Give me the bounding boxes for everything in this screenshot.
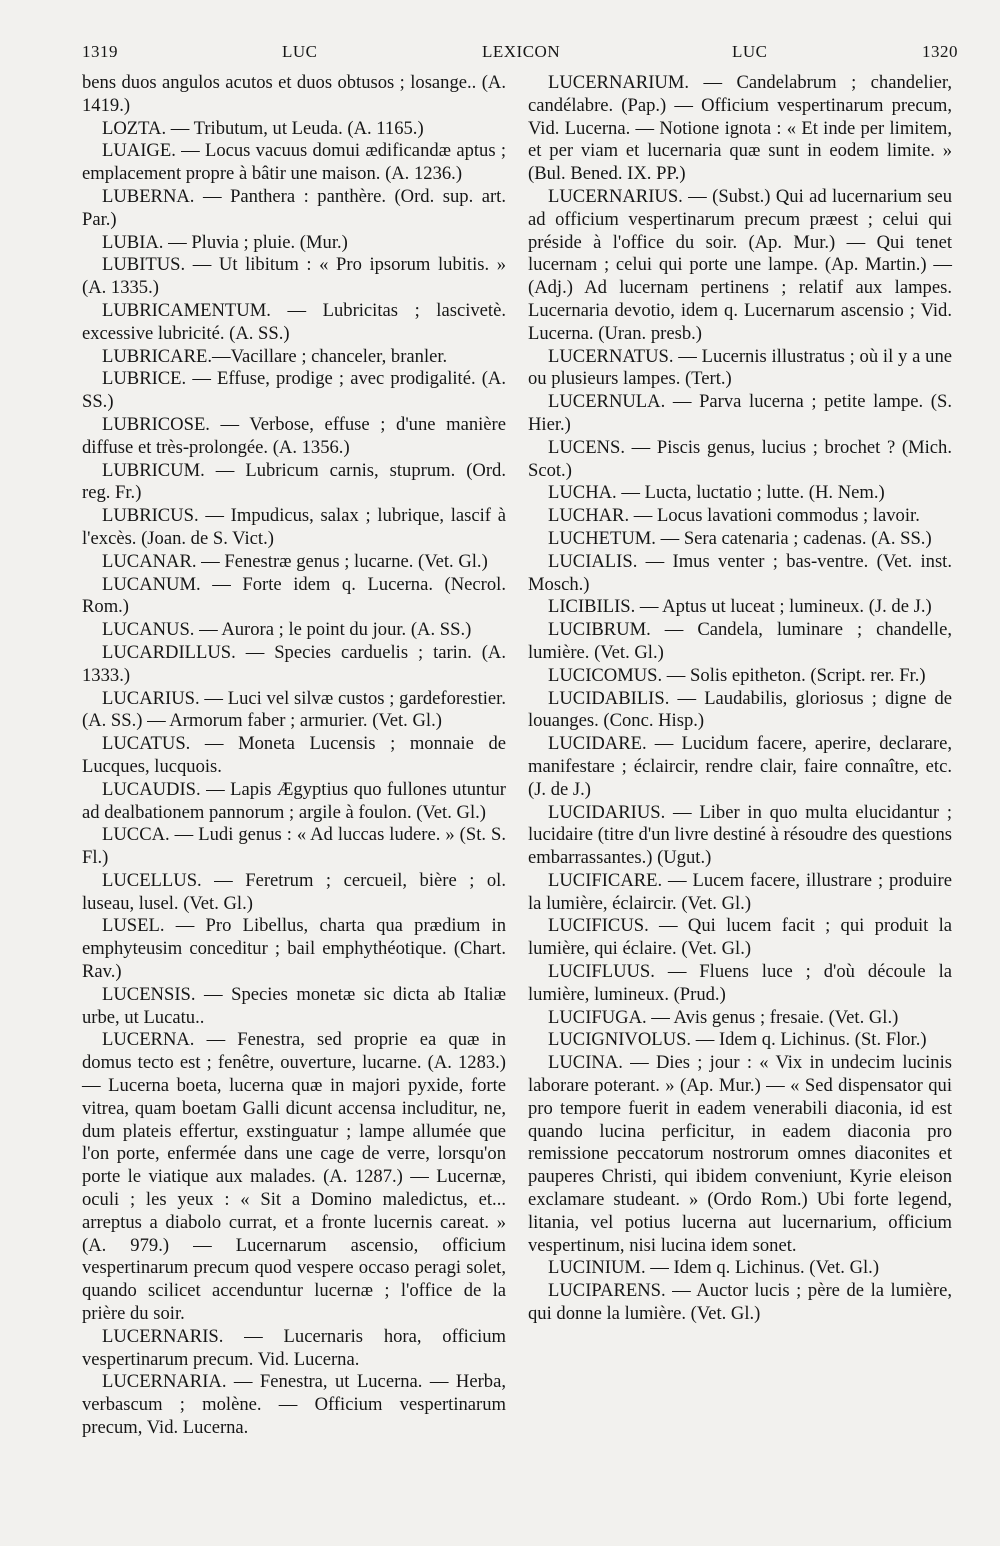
dictionary-entry: LUCARIUS. — Luci vel silvæ custos ; gardeforestier. (A. SS.) — Armorum faber ; armurier. (Vet. Gl.) [82, 687, 506, 732]
dictionary-entry: LUBRICUS. — Impudicus, salax ; lubrique, lascif à l'excès. (Joan. de S. Vict.) [82, 505, 506, 549]
right-guide-word: LUC [732, 42, 768, 61]
right-page-number: 1320 [922, 42, 958, 61]
dictionary-entry: LUCIDARIUS. — Liber in quo multa elucidantur ; lucidaire (titre d'un livre destiné à résoudre des questions embarrassantes.) (Ugut.) [528, 801, 952, 869]
dictionary-entry: bens duos angulos acutos et duos obtusos ; losange.. (A. 1419.) [82, 72, 506, 116]
dictionary-entry: LOZTA. — Tributum, ut Leuda. (A. 1165.) [102, 117, 424, 139]
dictionary-entry: LUCERNATUS. — Lucernis illustratus ; où il y a une ou plusieurs lampes. (Tert.) [528, 345, 952, 390]
dictionary-entry: LUCIFICARE. — Lucem facere, illustrare ; produire la lumière, éclaircir. (Vet. Gl.) [528, 869, 952, 914]
dictionary-entry: LUCIFICUS. — Qui lucem facit ; qui produit la lumière, qui éclaire. (Vet. Gl.) [528, 915, 952, 960]
dictionary-entry: LUCERNULA. — Parva lucerna ; petite lampe. (S. Hier.) [528, 391, 952, 435]
dictionary-entry: LUBRICAMENTUM. — Lubricitas ; lascivetè. excessive lubricité. (A. SS.) [82, 299, 506, 344]
dictionary-entry: LUCARDILLUS. — Species carduelis ; tarin. (A. 1333.) [82, 641, 506, 686]
dictionary-entry: LUCIFUGA. — Avis genus ; fresaie. (Vet. Gl.) [548, 1006, 899, 1028]
left-guide-word: LUC [282, 42, 318, 61]
dictionary-entry: LUCIPARENS. — Auctor lucis ; père de la lumière, qui donne la lumière. (Vet. Gl.) [528, 1280, 952, 1325]
dictionary-entry: LUCIDARE. — Lucidum facere, aperire, declarare, manifestare ; éclaircir, rendre clair, faire connaître, etc. (J. de J.) [528, 733, 952, 800]
running-title: LEXICON [482, 42, 561, 61]
dictionary-entry: LUCHA. — Lucta, luctatio ; lutte. (H. Nem.) [548, 482, 885, 504]
dictionary-entry: LUCIALIS. — Imus venter ; bas-ventre. (Vet. inst. Mosch.) [528, 550, 952, 595]
dictionary-entry: LUCINIUM. — Idem q. Lichinus. (Vet. Gl.) [548, 1257, 880, 1279]
dictionary-entry: LUCERNARIS. — Lucernaris hora, officium vespertinarum precum. Vid. Lucerna. [82, 1325, 506, 1370]
dictionary-entry: LUSEL. — Pro Libellus, charta qua prædium in emphyteusim conceditur ; bail emphythéotique. (Chart. Rav.) [82, 915, 506, 983]
dictionary-entry: LUCICOMUS. — Solis epitheton. (Script. rer. Fr.) [548, 664, 926, 686]
dictionary-entry: LUCERNARIA. — Fenestra, ut Lucerna. — Herba, verbascum ; molène. — Officium vespertinarum precum, Vid. Lucerna. [82, 1371, 506, 1439]
dictionary-entry: LUCERNARIUM. — Candelabrum ; chandelier, candélabre. (Pap.) — Officium vespertinarum precum, Vid. Lucerna. — Notione ignota : « Et inde per limitem, et per viam et lucernaria quæ sunt in eodem limite. » (Bul. Bened. IX. PP.) [528, 72, 952, 185]
dictionary-entry: LUBRICARE.—Vacillare ; chanceler, branler. [102, 345, 448, 367]
left-page-number: 1319 [82, 42, 118, 61]
dictionary-entry: LUCERNARIUS. — (Subst.) Qui ad lucernarium seu ad officium vespertinarum precum præest ; celui qui préside à l'office du soir. (Ap. Mur.) — Qui tenet lucernam ; celui qui porte une lampe. (Ap. Martin.) — (Adj.) Ad lucernam pertinens ; relatif aux lampes. Lucernaria devotio, idem q. Lucernarum ascensio ; Vid. Lucerna. (Uran. presb.) [528, 185, 952, 344]
dictionary-entry: LUBITUS. — Ut libitum : « Pro ipsorum lubitis. » (A. 1335.) [82, 254, 506, 299]
dictionary-entry: LUCIBRUM. — Candela, luminare ; chandelle, lumière. (Vet. Gl.) [528, 619, 952, 663]
page-header [82, 42, 958, 68]
dictionary-entry: LUCHAR. — Locus lavationi commodus ; lavoir. [548, 505, 920, 527]
right-column [528, 72, 952, 1326]
dictionary-entry: LUCHETUM. — Sera catenaria ; cadenas. (A. SS.) [548, 527, 932, 549]
dictionary-entry: LUBERNA. — Panthera : panthère. (Ord. sup. art. Par.) [82, 185, 506, 230]
dictionary-entry: LUCCA. — Ludi genus : « Ad luccas ludere. » (St. S. Fl.) [82, 824, 506, 869]
dictionary-entry: LUBRICOSE. — Verbose, effuse ; d'une manière diffuse et très-prolongée. (A. 1356.) [82, 413, 506, 458]
dictionary-entry: LUCAUDIS. — Lapis Ægyptius quo fullones utuntur ad dealbationem pannorum ; argile à foulon. (Vet. Gl.) [82, 778, 506, 823]
dictionary-entry: LUCANAR. — Fenestræ genus ; lucarne. (Vet. Gl.) [102, 550, 488, 572]
dictionary-entry: LUCELLUS. — Feretrum ; cercueil, bière ; ol. luseau, lusel. (Vet. Gl.) [82, 869, 506, 914]
dictionary-entry: LUCIDABILIS. — Laudabilis, gloriosus ; digne de louanges. (Conc. Hisp.) [528, 687, 952, 732]
left-column [82, 72, 506, 1440]
dictionary-entry: LUBRICE. — Effuse, prodige ; avec prodigalité. (A. SS.) [82, 368, 506, 413]
dictionary-entry: LUCINA. — Dies ; jour : « Vix in undecim lucinis laborare poterant. » (Ap. Mur.) — « Sed dispensator qui pro tempore fuerit in eadem venerabili diaconia, id est quando lucina perficitur, in eadem diaconia pro remissione peccatorum nostrorum omnes diaconites et pauperes Christi, qui ibidem conveniunt, Kyrie eleison exclamare studeant. » (Ordo Rom.) Ubi forte legend, litania, vel potius lucerna aut lucernarium, officium vespertinum, nisi lucina idem sonet. [528, 1052, 952, 1256]
dictionary-entry: LUBRICUM. — Lubricum carnis, stuprum. (Ord. reg. Fr.) [82, 459, 506, 504]
dictionary-entry: LUCENSIS. — Species monetæ sic dicta ab Italiæ urbe, ut Lucatu.. [82, 983, 506, 1028]
dictionary-entry: LUCERNA. — Fenestra, sed proprie ea quæ in domus tecto est ; fenêtre, ouverture, lucarne. (A. 1283.) — Lucerna boeta, lucerna quæ in majori pyxide, forte vitrea, quam boetam Galli dicunt accensa includitur, ne, dum plateis effertur, exstinguatur ; lampe allumée que l'on porte, enfermée dans une cage de verre, lorsqu'on porte le viatique aux malades. (A. 1287.) — Lucernæ, oculi ; les yeux : « Sit a Domino maledictus, et... arreptus a diabolo currat, et a fronte lucernis careat. » (A. 979.) — Lucernarum ascensio, officium vespertinarum precum quod vespere occaso peragi solet, quando scilicet accenduntur lucernæ ; l'office de la prière du soir. [82, 1029, 506, 1325]
dictionary-entry: LUBIA. — Pluvia ; pluie. (Mur.) [102, 231, 348, 253]
dictionary-entry: LUCIGNIVOLUS. — Idem q. Lichinus. (St. Flor.) [548, 1029, 927, 1051]
dictionary-entry: LUCIFLUUS. — Fluens luce ; d'où découle la lumière, lumineux. (Prud.) [528, 961, 952, 1005]
dictionary-entry: LICIBILIS. — Aptus ut luceat ; lumineux. (J. de J.) [548, 596, 932, 618]
dictionary-entry: LUCATUS. — Moneta Lucensis ; monnaie de Lucques, lucquois. [82, 733, 506, 777]
dictionary-entry: LUCANUM. — Forte idem q. Lucerna. (Necrol. Rom.) [82, 573, 506, 618]
dictionary-entry: LUCANUS. — Aurora ; le point du jour. (A. SS.) [102, 619, 472, 641]
dictionary-entry: LUCENS. — Piscis genus, lucius ; brochet ? (Mich. Scot.) [528, 436, 952, 481]
dictionary-entry: LUAIGE. — Locus vacuus domui ædificandæ aptus ; emplacement propre à bâtir une maison. (A. 1236.) [82, 140, 506, 185]
